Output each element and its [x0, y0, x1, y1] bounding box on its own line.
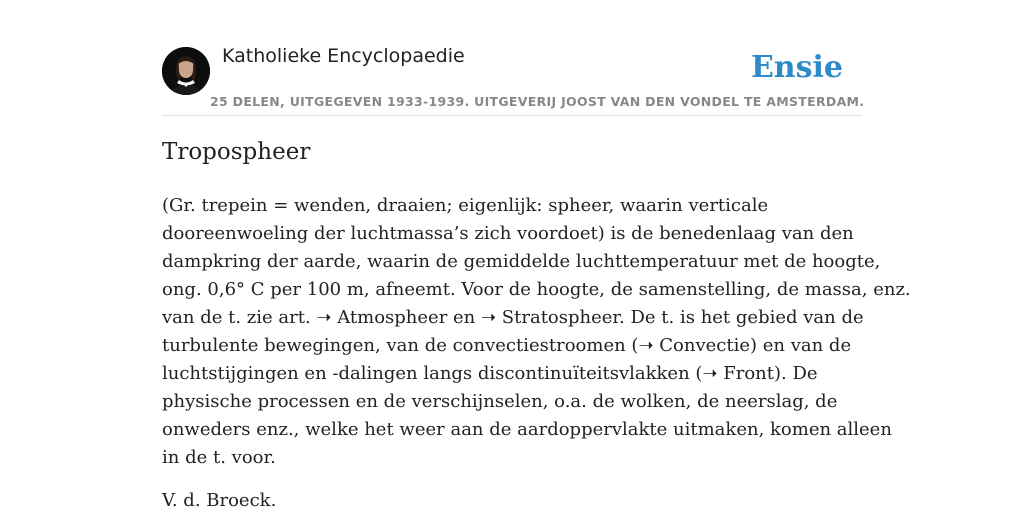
- body-line: in de t. voor.: [162, 447, 276, 468]
- portrait-icon: [162, 47, 210, 95]
- body-line: turbulente bewegingen, van de convectiestroomen (➝ Convectie) en van de: [162, 335, 852, 356]
- source-title[interactable]: Katholieke Encyclopaedie: [222, 45, 465, 67]
- body-line: (Gr. trepein = wenden, draaien; eigenlijk: spheer, waarin verticale: [162, 195, 769, 216]
- brand-logo[interactable]: Ensie: [750, 50, 843, 85]
- body-line: physische processen en de verschijnselen, o.a. de wolken, de neerslag, de: [162, 391, 838, 412]
- header-divider: [162, 115, 862, 116]
- body-line: ong. 0,6° C per 100 m, afneemt. Voor de hoogte, de samenstelling, de massa, enz.: [162, 279, 911, 300]
- source-avatar[interactable]: [162, 47, 210, 95]
- entry-author: V. d. Broeck.: [162, 490, 277, 511]
- body-line: luchtstijgingen en -dalingen langs discontinuïteitsvlakken (➝ Front). De: [162, 363, 818, 384]
- entry-title: Tropospheer: [162, 139, 311, 165]
- entry-body: [162, 192, 911, 472]
- body-line: onweders enz., welke het weer aan de aardoppervlakte uitmaken, komen alleen: [162, 419, 892, 440]
- body-line: dooreenwoeling der luchtmassa’s zich voordoet) is de benedenlaag van den: [162, 223, 854, 244]
- body-line: dampkring der aarde, waarin de gemiddelde luchttemperatuur met de hoogte,: [162, 251, 881, 272]
- source-subtitle: 25 DELEN, UITGEGEVEN 1933-1939. UITGEVERIJ JOOST VAN DEN VONDEL TE AMSTERDAM.: [210, 94, 865, 109]
- body-line: van de t. zie art. ➝ Atmospheer en ➝ Stratospheer. De t. is het gebied van de: [162, 307, 864, 328]
